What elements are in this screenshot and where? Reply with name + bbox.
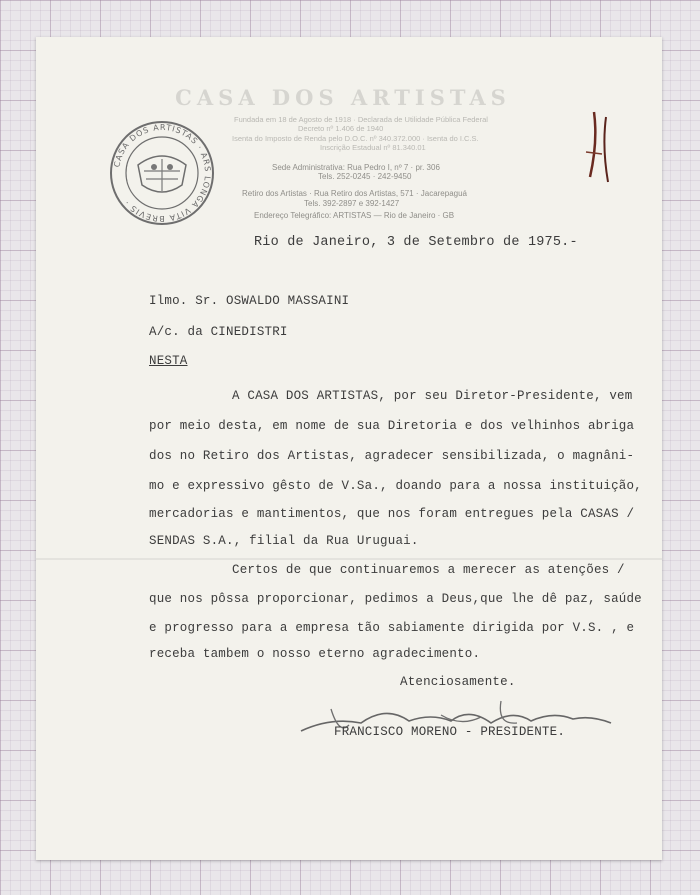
care-of: A/c. da CINEDISTRI bbox=[149, 325, 288, 339]
recipient: Ilmo. Sr. OSWALDO MASSAINI bbox=[149, 294, 350, 308]
body-line: e progresso para a empresa tão sabiamente dirigida por V.S. , e bbox=[149, 621, 635, 635]
letterhead-line: Sede Administrativa: Rua Pedro I, nº 7 · pr. 306 bbox=[272, 163, 440, 172]
letterhead-line: Tels. 392-2897 e 392-1427 bbox=[304, 199, 400, 208]
ink-marks bbox=[576, 82, 636, 202]
letterhead-line: Retiro dos Artistas · Rua Retiro dos Artistas, 571 · Jacarepaguá bbox=[242, 189, 467, 198]
letterhead-line: Tels. 252-0245 · 242-9450 bbox=[318, 172, 412, 181]
letter-sheet bbox=[36, 37, 662, 860]
closing: Atenciosamente. bbox=[400, 675, 516, 689]
letterhead-title: CASA DOS ARTISTAS bbox=[175, 85, 511, 110]
paper-fold bbox=[36, 558, 662, 560]
letterhead-line: Inscrição Estadual nº 81.340.01 bbox=[320, 143, 426, 152]
svg-text:CASA DOS ARTISTAS · ARS LONGA: CASA DOS ARTISTAS · ARS LONGA VITA BREVIS · bbox=[112, 122, 213, 224]
letter-date: Rio de Janeiro, 3 de Setembro de 1975.- bbox=[254, 235, 578, 250]
body-line: dos no Retiro dos Artistas, agradecer sensibilizada, o magnâni- bbox=[149, 449, 635, 463]
body-line: por meio desta, em nome de sua Diretoria e dos velhinhos abriga bbox=[149, 419, 635, 433]
signatory: FRANCISCO MORENO - PRESIDENTE. bbox=[334, 725, 566, 739]
institution-seal bbox=[108, 119, 216, 227]
locality: NESTA bbox=[149, 354, 188, 368]
letterhead-line: Decreto nº 1.406 de 1940 bbox=[298, 124, 384, 133]
body-line: mercadorias e mantimentos, que nos foram entregues pela CASAS / bbox=[149, 507, 635, 521]
letterhead-line: Fundada em 18 de Agosto de 1918 · Declarada de Utilidade Pública Federal bbox=[234, 115, 488, 124]
body-line: Certos de que continuaremos a merecer as atenções / bbox=[232, 563, 625, 577]
letterhead-line: Isenta do Imposto de Renda pelo D.O.C. nº 340.372.000 · Isenta do I.C.S. bbox=[232, 134, 479, 143]
letterhead-line: Endereço Telegráfico: ARTISTAS — Rio de Janeiro · GB bbox=[254, 211, 455, 220]
body-line: mo e expressivo gêsto de V.Sa., doando para a nossa instituição, bbox=[149, 479, 642, 493]
body-line: A CASA DOS ARTISTAS, por seu Diretor-Presidente, vem bbox=[232, 389, 633, 403]
body-line: receba tambem o nosso eterno agradecimento. bbox=[149, 647, 481, 661]
body-line: SENDAS S.A., filial da Rua Uruguai. bbox=[149, 534, 419, 548]
body-line: que nos pôssa proporcionar, pedimos a Deus,que lhe dê paz, saúde bbox=[149, 592, 642, 606]
